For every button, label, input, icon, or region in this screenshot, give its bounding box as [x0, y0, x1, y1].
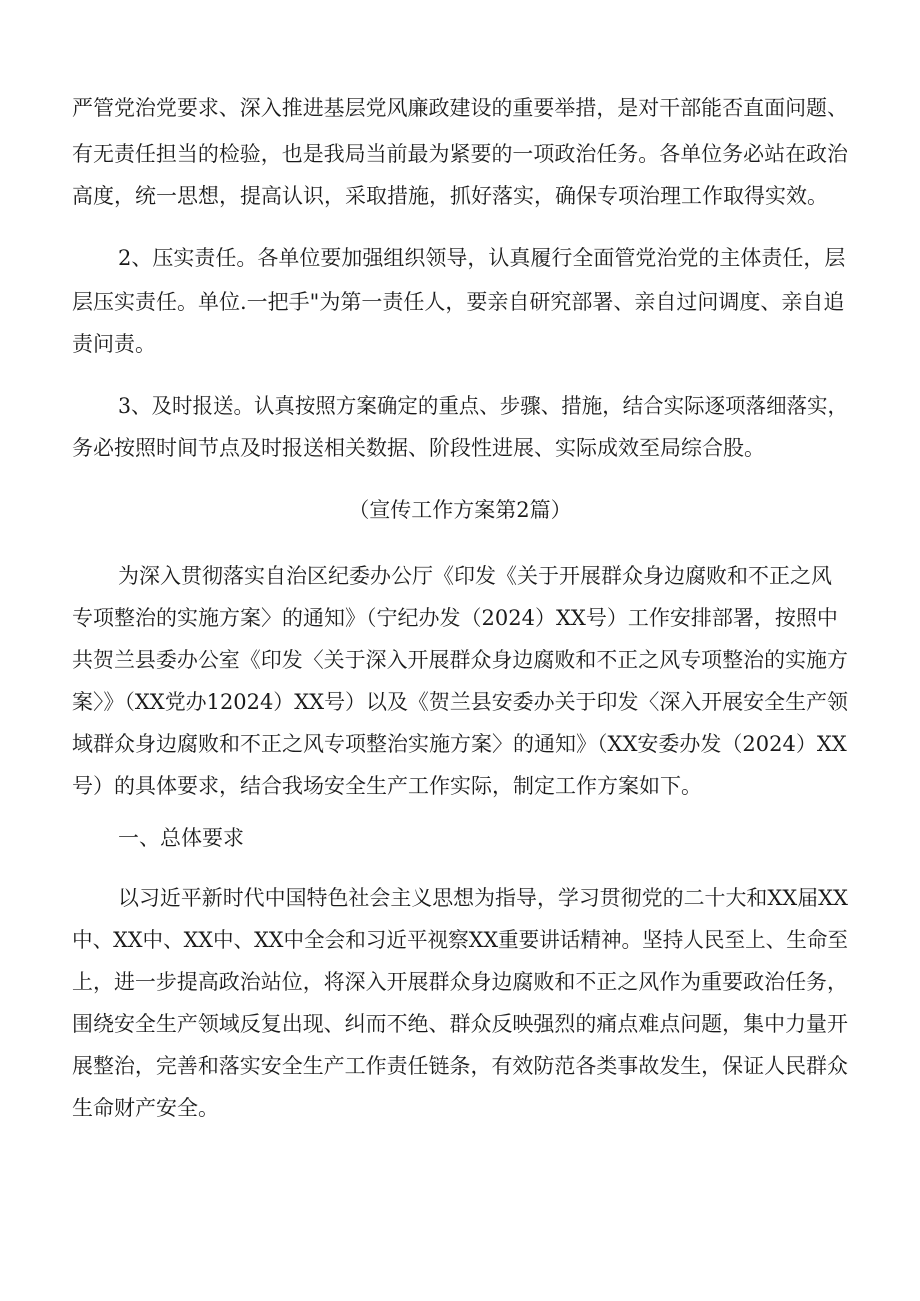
text-line-content: 共贺兰县委办公室《印发〈关于深入开展群众身边腐败和不正之风专项整治的实施方	[72, 648, 848, 672]
text-line-content: 3、及时报送。认真按照方案确定的重点、步骤、措施，结合实际逐项落细落实，	[118, 394, 849, 418]
text-line-content: 2、压实责任。各单位要加强组织领导，认真履行全面管党治党的主体责任，层	[118, 246, 846, 270]
text-line-content: 展整治，完善和落实安全生产工作责任链条，有效防范各类事故发生，保证人民群众	[72, 1054, 848, 1078]
section-heading-text: 一、总体要求	[118, 826, 244, 850]
text-line-content: 生命财产安全。	[72, 1096, 219, 1120]
text-line-content: 以习近平新时代中国特色社会主义思想为指导，学习贯彻党的二十大和XX届XX	[118, 886, 848, 910]
text-line-content: 上，进一步提高政治站位，将深入开展群众身边腐败和不正之风作为重要政治任务，	[72, 970, 848, 994]
text-line-content: 务必按照时间节点及时报送相关数据、阶段性进展、实际成效至局综合股。	[72, 436, 765, 460]
text-line-content: 围绕安全生产领域反复出现、纠而不绝、群众反映强烈的痛点难点问题，集中力量开	[72, 1012, 848, 1036]
text-line-content: 中、XX中、XX中、XX中全会和习近平视察XX重要讲话精神。坚持人民至上、生命至	[72, 928, 849, 952]
text-line-content: 域群众身边腐败和不正之风专项整治实施方案〉的通知》（XX安委办发（2024）XX	[72, 732, 847, 756]
text-line-content: 专项整治的实施方案〉的通知》（宁纪办发（2024）XX号）工作安排部署，按照中	[72, 606, 838, 630]
text-line-content: 高度，统一思想，提高认识，采取措施，抓好落实，确保专项治理工作取得实效。	[72, 184, 828, 208]
text-line-content: 责问责。	[72, 332, 156, 356]
text-line-content: 严管党治党要求、深入推进基层党风廉政建设的重要举措，是对干部能否直面问题、	[72, 96, 848, 120]
text-line-content: 号）的具体要求，结合我场安全生产工作实际，制定工作方案如下。	[72, 774, 702, 798]
section-title: （宣传工作方案第2篇）	[348, 498, 572, 522]
text-line-content: 案〉》（XX党办12024）XX号）以及《贺兰县安委办关于印发〈深入开展安全生产领	[72, 690, 848, 714]
text-line-content: 层压实责任。单位.一把手"为第一责任人，要亲自研究部署、亲自过问调度、亲自追	[72, 290, 845, 314]
text-line-content: 有无责任担当的检验，也是我局当前最为紧要的一项政治任务。各单位务必站在政治	[72, 142, 848, 166]
text-line-content: 为深入贯彻落实自治区纪委办公厅《印发《关于开展群众身边腐败和不正之风	[118, 564, 832, 588]
